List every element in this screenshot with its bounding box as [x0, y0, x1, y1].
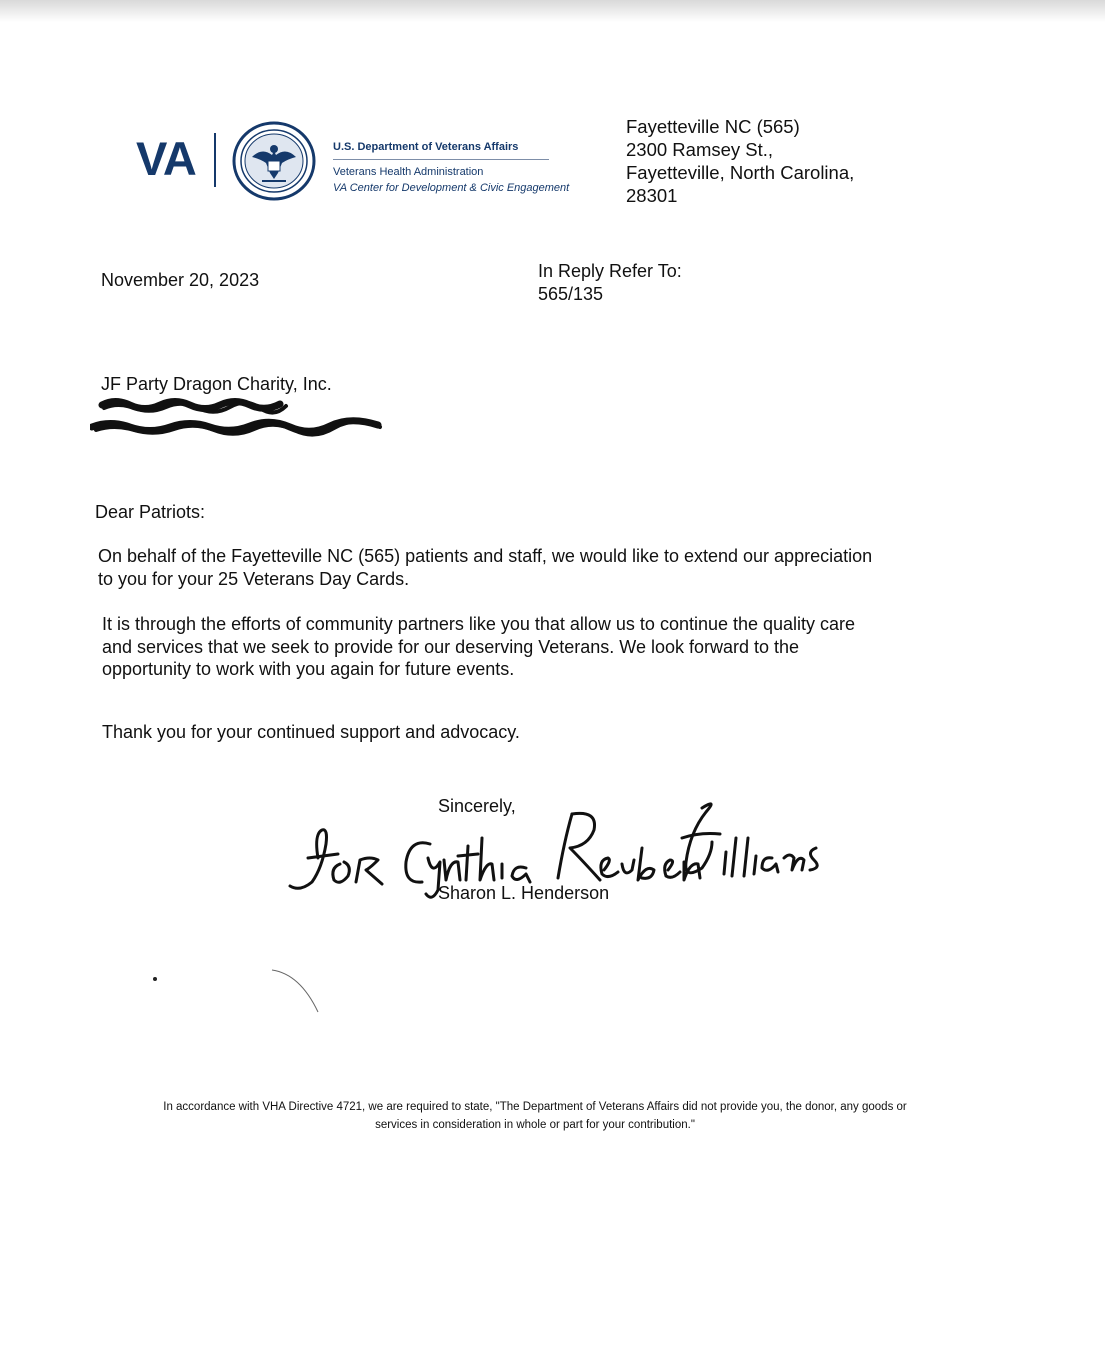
- footer-line: In accordance with VHA Directive 4721, we are required to state, "The Department of Veterans Affairs did not provide you, the donor, any goods or: [163, 1101, 907, 1113]
- reply-label: In Reply Refer To:: [538, 261, 682, 281]
- address-line: Fayetteville, North Carolina,: [626, 162, 855, 183]
- scan-speck: [153, 977, 157, 981]
- paragraph-line: On behalf of the Fayetteville NC (565) patients and staff, we would like to extend our appreciation: [98, 546, 873, 566]
- department-name: U.S. Department of Veterans Affairs: [333, 141, 519, 153]
- thank-you-line: Thank you for your continued support and advocacy.: [102, 722, 520, 742]
- center-name: VA Center for Development & Civic Engagement: [333, 182, 570, 194]
- logo-divider: [214, 133, 216, 187]
- letter-date: November 20, 2023: [101, 270, 260, 290]
- footer-line: services in consideration in whole or part for your contribution.": [375, 1118, 695, 1131]
- reply-reference: [538, 260, 682, 306]
- redacted-address-scribble: [90, 396, 390, 438]
- signer-name: Sharon L. Henderson: [438, 883, 610, 903]
- va-logo-text: VA: [136, 132, 196, 185]
- department-rule: [333, 159, 549, 160]
- address-line: Fayetteville NC (565): [626, 116, 800, 137]
- facility-address: [626, 115, 854, 207]
- va-seal-icon: [232, 121, 316, 201]
- reply-number: 565/135: [538, 284, 604, 304]
- paragraph-line: and services that we seek to provide for our deserving Veterans. We look forward to the: [102, 636, 800, 657]
- body-paragraph-2: [102, 613, 982, 681]
- paragraph-line: It is through the efforts of community partners like you that allow us to continue the quality care: [102, 614, 856, 634]
- vha-directive-notice: [90, 1099, 980, 1134]
- recipient-name: JF Party Dragon Charity, Inc.: [101, 374, 332, 394]
- scan-stray-mark: [270, 966, 322, 1016]
- address-line: 28301: [626, 185, 678, 206]
- salutation: Dear Patriots:: [95, 502, 206, 522]
- body-paragraph-1: [98, 545, 978, 590]
- scan-top-shadow: [0, 0, 1105, 22]
- paragraph-line: to you for your 25 Veterans Day Cards.: [98, 568, 410, 589]
- administration-name: Veterans Health Administration: [333, 166, 484, 178]
- address-line: 2300 Ramsey St.,: [626, 139, 774, 160]
- paragraph-line: opportunity to work with you again for future events.: [102, 659, 515, 679]
- valediction: Sincerely,: [438, 796, 516, 816]
